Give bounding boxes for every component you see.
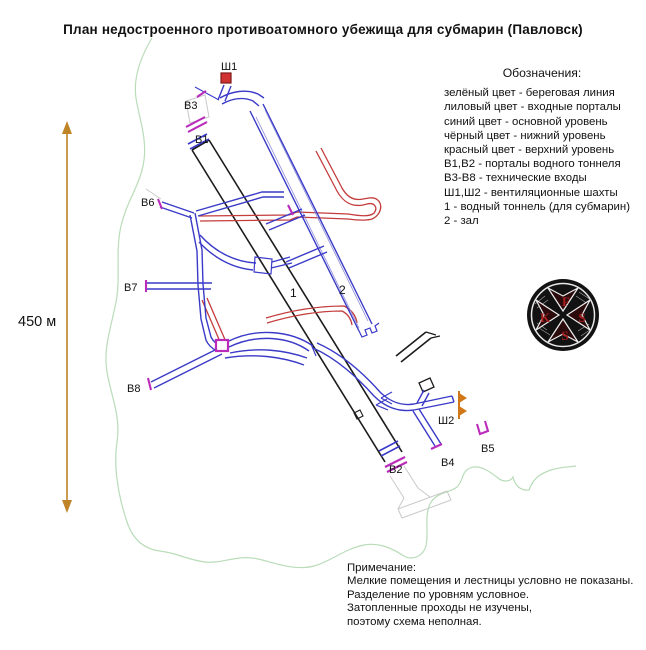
label-v4: В4 bbox=[441, 457, 455, 469]
hall-left-wall bbox=[250, 111, 359, 331]
west-corridor bbox=[195, 213, 221, 346]
v4-branch bbox=[413, 409, 441, 446]
portal-v4 bbox=[431, 444, 442, 449]
label-hall-2: 2 bbox=[339, 283, 346, 297]
sh2-shaft-marker bbox=[459, 391, 467, 419]
v8-corridor bbox=[151, 348, 222, 388]
lower-level-black bbox=[192, 140, 440, 462]
unfinished-gray-lines bbox=[146, 95, 451, 518]
legend-item: лиловый цвет - входные порталы bbox=[444, 101, 621, 114]
legend-heading: Обозначения: bbox=[502, 66, 582, 80]
label-v7: В7 bbox=[124, 282, 138, 294]
label-sh2: Ш2 bbox=[438, 415, 455, 427]
label-v5: В5 bbox=[481, 443, 495, 455]
upper-level-red bbox=[199, 148, 381, 344]
label-v6: В6 bbox=[141, 197, 155, 209]
logo-letter-left: K bbox=[539, 310, 551, 325]
southeast-corridor bbox=[313, 348, 414, 410]
label-v8: В8 bbox=[127, 383, 141, 395]
legend-item: чёрный цвет - нижний уровень bbox=[444, 129, 606, 142]
hall-end-teeth bbox=[359, 323, 379, 337]
logo-letter-top: F bbox=[562, 294, 570, 309]
legend bbox=[444, 66, 640, 228]
black-stub-cap bbox=[419, 378, 434, 392]
logo-letter-bottom: S bbox=[561, 328, 569, 343]
page-title: План недостроенного противоатомного убежища для субмарин (Павловск) bbox=[63, 22, 583, 37]
label-tunnel-1: 1 bbox=[290, 286, 297, 300]
note-line: Разделение по уровням условное. bbox=[347, 588, 530, 601]
main-level-blue bbox=[147, 85, 454, 456]
kfss-logo bbox=[527, 279, 599, 351]
legend-item: красный цвет - верхний уровень bbox=[444, 144, 615, 157]
legend-item: 2 - зал bbox=[444, 215, 479, 228]
junction-square bbox=[216, 340, 228, 351]
scale-label: 450 м bbox=[18, 314, 57, 330]
water-tunnel-right-wall bbox=[209, 140, 402, 452]
black-branch-ne bbox=[396, 332, 431, 362]
legend-item: зелёный цвет - береговая линия bbox=[444, 87, 615, 100]
legend-item: Ш1,Ш2 - вентиляционные шахты bbox=[444, 186, 618, 199]
legend-item: синий цвет - основной уровень bbox=[444, 115, 608, 128]
legend-item: В1,В2 - порталы водного тоннеля bbox=[444, 158, 621, 171]
note-line: Мелкие помещения и лестницы условно не показаны. bbox=[347, 575, 634, 588]
sh1-shaft-marker bbox=[221, 73, 231, 83]
scale-arrow bbox=[62, 121, 72, 513]
legend-item: 1 - водный тоннель (для субмарин) bbox=[444, 200, 630, 213]
label-sh1: Ш1 bbox=[221, 61, 238, 73]
portal-v8 bbox=[148, 378, 151, 390]
note-line: поэтому схема неполная. bbox=[347, 615, 482, 628]
label-v1: В1 bbox=[195, 134, 209, 146]
portal-v5 bbox=[477, 421, 488, 434]
water-tunnel-left-wall bbox=[192, 150, 385, 462]
label-v2: В2 bbox=[389, 464, 403, 476]
v7-corridor bbox=[147, 283, 212, 289]
legend-item: В3-В8 - технические входы bbox=[444, 172, 587, 185]
notes-heading: Примечание: bbox=[347, 562, 417, 574]
logo-letter-right: S bbox=[578, 310, 586, 325]
v6-corridor bbox=[160, 202, 194, 218]
notes bbox=[347, 562, 637, 629]
label-v3: В3 bbox=[184, 100, 198, 112]
note-line: Затопленные проходы не изучены, bbox=[347, 602, 533, 615]
